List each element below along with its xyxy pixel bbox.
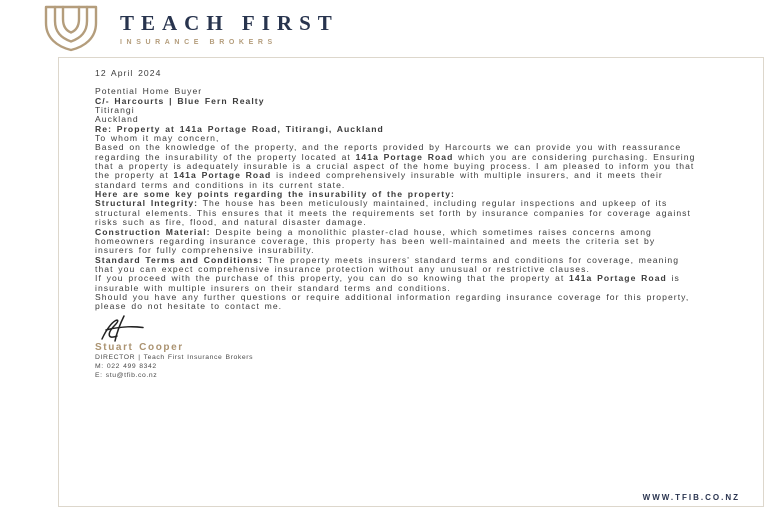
brand-tagline: INSURANCE BROKERS — [120, 38, 277, 46]
paragraph-structural: Structural Integrity: The house has been meticulously maintained, including regular inspections and upkeep of its structural elements. This ensures that it meets the requirements set forth by insurance companies for coverage against risks such as fire, flood, and natural disaster damage. — [95, 198, 691, 228]
letter-content — [95, 69, 696, 380]
recipient-line: Auckland — [95, 114, 139, 125]
brand-text — [120, 11, 339, 46]
signature-image — [95, 315, 147, 342]
signatory-mobile: M: 022 499 8342 — [95, 362, 157, 370]
salutation: To whom it may concern, — [95, 133, 220, 144]
paragraph-terms: Standard Terms and Conditions: The property meets insurers' standard terms and conditions for coverage, meaning that you can expect comprehensive insurance protection without any unusual or restrictive clauses. — [95, 254, 680, 274]
letter-page-frame — [58, 57, 764, 507]
recipient-line: C/- Harcourts | Blue Fern Realty — [95, 95, 265, 106]
letterhead — [42, 4, 339, 52]
brand-name: TEACH FIRST — [120, 10, 339, 35]
paragraph-closing: Should you have any further questions or require additional information regarding insurance coverage for this property, please do not hesitate to contact me. — [95, 291, 690, 312]
paragraph-opening: Based on the knowledge of the property, and the reports provided by Harcourts we can provide you with reassurance regarding the insurability of the property located at 141a Portage Road which you are considering purchasing. Ensuring that a property is adequately insurable is a crucial aspect of the home buying process. I am pleased to inform you that the property at 141a Portage Road is indeed comprehensively insurable with multiple insurers, and it meets their standard terms and conditions in its current state. — [95, 142, 696, 190]
signatory-name: Stuart Cooper — [95, 341, 184, 353]
website-footer: WWW.TFIB.CO.NZ — [642, 493, 740, 502]
paragraph-proceed: If you proceed with the purchase of this property, you can do so knowing that the property at 141a Portage Road is insurable with multiple insurers on their standard terms and conditions. — [95, 273, 680, 293]
subject-line: Re: Property at 141a Portage Road, Titirangi, Auckland — [95, 123, 384, 134]
paragraph-construction: Construction Material: Despite being a monolithic plaster-clad house, which sometimes raises concerns among homeowners regarding insurance coverage, this property has been well-maintained and meets the criteria set by insurers for fully comprehensive insurability. — [95, 226, 656, 256]
paragraph-key-points: Here are some key points regarding the insurability of the property: — [95, 189, 455, 200]
brand-shield-icon — [42, 4, 100, 52]
signatory-email: E: stu@tfib.co.nz — [95, 371, 158, 379]
signatory-title: DIRECTOR | Teach First Insurance Brokers — [95, 353, 254, 361]
letter-date: 12 April 2024 — [95, 68, 162, 78]
recipient-line: Titirangi — [95, 105, 135, 116]
recipient-address — [95, 87, 696, 124]
recipient-line: Potential Home Buyer — [95, 86, 203, 97]
